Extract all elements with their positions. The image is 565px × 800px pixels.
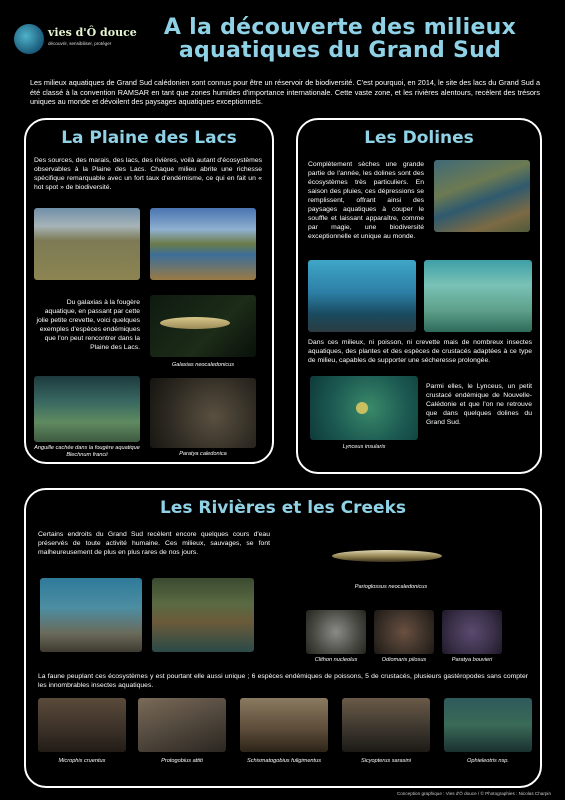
caption-ophieleotris: Ophieleotris nsp. [467, 758, 509, 764]
caption-odiomaris: Odiomaris pilosus [381, 657, 427, 663]
caption-lynceus: Lynceus insularis [342, 444, 386, 450]
panel-plaine-des-lacs [24, 118, 274, 464]
photo-lynceus [310, 376, 418, 440]
photo-protogobius [138, 698, 226, 752]
photo-sicyopterus [342, 698, 430, 752]
panel-dolines [296, 118, 542, 474]
page-title-line2: aquatiques du Grand Sud [178, 38, 502, 63]
photo-microphis [38, 698, 126, 752]
lynceus-shape-icon [356, 402, 368, 414]
photo-paratya-caledonica [150, 378, 256, 448]
credits: Conception graphique : Vies d'Ô douce / © Photographies : Nicolas Charpin [396, 791, 551, 796]
caption-paratya-bouvieri: Paratya bouvieri [451, 657, 493, 663]
photo-galaxias [150, 295, 256, 357]
caption-parioglossus: Parioglossus neocaledonicus [354, 584, 428, 590]
logo-emblem-icon [14, 24, 44, 54]
dolines-text-lynceus: Parmi elles, le Lynceus, un petit crustacé endémique de Nouvelle-Calédonie et que l'on ne retrouve que dans quelques dolines du Grand Sud. [426, 383, 532, 426]
page-title [130, 16, 550, 62]
plaine-text-intro: Des sources, des marais, des lacs, des rivières, voilà autant d'écosystèmes observables à la Plaine des Lacs. Chaque milieu abrite une richesse spécifique remarquable avec un fort taux d'endémisme, ce qui en fait un « hot spot » de biodiversité. [34, 157, 262, 191]
panel-title-rivieres: Les Rivières et les Creeks [159, 498, 407, 518]
caption-clithon: Clithon nucleolus [314, 657, 358, 663]
caption-sicyopterus: Sicyopterus sarasini [360, 758, 412, 764]
caption-anguille: Anguille cachée dans la fougère aquatique Blechnum francii [34, 445, 140, 458]
photo-doline-aerial [434, 160, 530, 232]
logo-name: vies d'Ô douce [48, 26, 137, 39]
dolines-text-crustaceans: Dans ces milieux, ni poisson, ni crevette mais de nombreux insectes aquatiques, des plantes et des espèces de crustacés adaptées à ce type de milieu, capables de supporter une sécheresse prolongée. [308, 339, 532, 364]
photo-creek-2 [152, 578, 254, 652]
caption-galaxias: Galaxias neocaledonicus [171, 362, 235, 368]
photo-plaine-lake [150, 208, 256, 280]
parioglossus-fish-shape [332, 550, 442, 562]
photo-doline-underwater-2 [424, 260, 532, 332]
photo-odiomaris [374, 610, 434, 654]
panel-title-plaine: La Plaine des Lacs [61, 128, 237, 148]
photo-parioglossus [326, 532, 452, 578]
panel-title-dolines: Les Dolines [364, 128, 474, 148]
caption-protogobius: Protogobius attiti [161, 758, 203, 764]
page-title-line1: A la découverte des milieux [163, 15, 517, 40]
panel-rivieres [24, 488, 542, 788]
photo-paratya-bouvieri [442, 610, 502, 654]
galaxias-fish-shape [160, 317, 230, 329]
photo-clithon [306, 610, 366, 654]
photo-doline-underwater-1 [308, 260, 416, 332]
dolines-text-intro: Complètement sèches une grande partie de l'année, les dolines sont des écosystèmes très particuliers. En saison des pluies, ces dépressions se remplissent, offrant ainsi des paysages aquatiques à couper le souffle et laissant apparaître, comme par magie, une biodiversité exceptionnelle et unique au monde. [308, 161, 424, 240]
photo-schismatogobius [240, 698, 328, 752]
plaine-text-species: Du galaxias à la fougère aquatique, en passant par cette jolie petite crevette, voici quelques exemples d'espèces endémiques que l'on peut rencontrer dans la Plaine des Lacs. [36, 299, 140, 351]
intro-text: Les milieux aquatiques de Grand Sud calédonien sont connus pour être un réservoir de biodiversité. C'est pourquoi, en 2014, le site des lacs du Grand Sud a été classé à la convention RAMSAR en tant que zones humides d'importance internationale. Cette vaste zone, et les rivières alentours, recèlent des trésors uniques au monde et dévoilent des paysages aquatiques exceptionnels. [30, 78, 540, 107]
caption-microphis: Microphis cruentus [58, 758, 106, 764]
photo-creek-1 [40, 578, 142, 652]
photo-anguille [34, 376, 140, 442]
logo-tagline: découvrir, sensibiliser, protéger [48, 41, 112, 46]
logo [14, 22, 139, 58]
caption-schismatogobius: Schismatogobius fuligimentus [247, 758, 321, 764]
photo-plaine-marsh [34, 208, 140, 280]
rivieres-text-fauna: La faune peuplant ces écosystèmes y est pourtant elle aussi unique ; 6 espèces endémiques de poissons, 5 de crustacés, plusieurs gastéropodes sans compter les innombrables insectes aquatiques. [38, 673, 528, 689]
photo-ophieleotris [444, 698, 532, 752]
rivieres-text-intro: Certains endroits du Grand Sud recèlent encore quelques cours d'eau préservés de toute activité humaine. Ces milieux, sauvages, se font malheureusement de plus en plus rares de nos jours. [38, 531, 270, 556]
caption-paratya-caledonica: Paratya caledonica [179, 451, 227, 457]
